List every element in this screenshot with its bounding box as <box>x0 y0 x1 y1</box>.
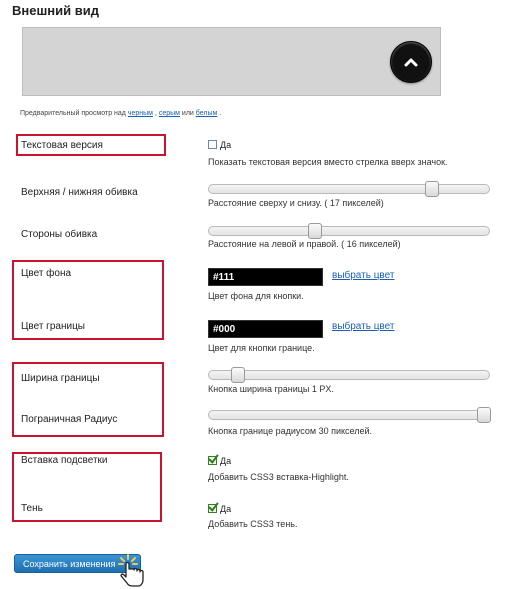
shadow-description: Добавить CSS3 тень. <box>208 519 298 529</box>
side-padding-slider[interactable] <box>208 226 490 236</box>
border-width-slider[interactable] <box>208 370 490 380</box>
border-width-description: Кнопка ширина границы 1 PX. <box>208 384 334 394</box>
bg-color-label: Цвет фона <box>21 268 72 279</box>
shadow-label: Тень <box>21 503 43 514</box>
border-radius-slider[interactable] <box>208 410 490 420</box>
border-color-label: Цвет границы <box>21 321 85 332</box>
inset-highlight-checkbox-label: Да <box>220 455 232 466</box>
text-version-option[interactable] <box>208 139 231 150</box>
border-color-pick-link[interactable]: выбрать цвет <box>332 321 395 332</box>
vertical-padding-slider[interactable] <box>208 184 490 194</box>
chevron-up-icon <box>403 56 419 68</box>
preview-separator: , <box>152 110 157 117</box>
preview-gray-link[interactable]: серым <box>158 110 180 117</box>
bg-color-input[interactable]: #111 <box>208 268 323 286</box>
shadow-checkbox[interactable] <box>208 504 217 513</box>
preview-or-text: или <box>179 110 194 117</box>
inset-highlight-option[interactable] <box>208 455 231 466</box>
side-padding-description: Расстояние на левой и правой. ( 16 пикселей) <box>208 239 401 249</box>
preview-area <box>22 27 441 96</box>
save-changes-button[interactable]: Сохранить изменения <box>14 554 141 573</box>
page-title: Внешний вид <box>12 3 99 18</box>
vertical-padding-label: Верхняя / нижняя обивка <box>21 187 138 198</box>
border-color-input[interactable]: #000 <box>208 320 323 338</box>
inset-highlight-description: Добавить CSS3 вставка-Highlight. <box>208 472 349 482</box>
vertical-padding-description: Расстояние сверху и снизу. ( 17 пикселей) <box>208 198 384 208</box>
shadow-checkbox-label: Да <box>220 503 232 514</box>
side-padding-slider-handle[interactable] <box>308 223 322 239</box>
text-version-checkbox[interactable] <box>208 140 217 149</box>
check-icon <box>208 454 219 465</box>
preview-black-link[interactable]: черным <box>127 110 153 117</box>
border-radius-label: Пограничная Радиус <box>21 414 118 425</box>
bg-color-description: Цвет фона для кнопки. <box>208 291 304 301</box>
check-icon <box>208 502 219 513</box>
inset-highlight-checkbox[interactable] <box>208 456 217 465</box>
preview-suffix: . <box>217 110 222 117</box>
side-padding-label: Стороны обивка <box>21 229 98 240</box>
border-radius-slider-handle[interactable] <box>477 407 491 423</box>
preview-background-options <box>20 110 221 117</box>
scroll-to-top-button[interactable] <box>390 41 432 83</box>
bg-color-pick-link[interactable]: выбрать цвет <box>332 270 395 281</box>
preview-prefix-text: Предварительный просмотр над <box>20 110 126 117</box>
vertical-padding-slider-handle[interactable] <box>425 181 439 197</box>
text-version-label: Текстовая версия <box>21 140 103 151</box>
text-version-description: Показать текстовая версия вместо стрелка вверх значок. <box>208 157 448 167</box>
inset-highlight-label: Вставка подсветки <box>21 455 108 466</box>
border-radius-description: Кнопка границе радиусом 30 пикселей. <box>208 426 373 436</box>
hand-cursor-icon <box>116 552 150 588</box>
shadow-option[interactable] <box>208 503 231 514</box>
border-width-slider-handle[interactable] <box>231 367 245 383</box>
border-width-label: Ширина границы <box>21 373 100 384</box>
text-version-checkbox-label: Да <box>220 139 232 150</box>
preview-white-link[interactable]: белым <box>195 110 218 117</box>
border-color-description: Цвет для кнопки границе. <box>208 343 315 353</box>
